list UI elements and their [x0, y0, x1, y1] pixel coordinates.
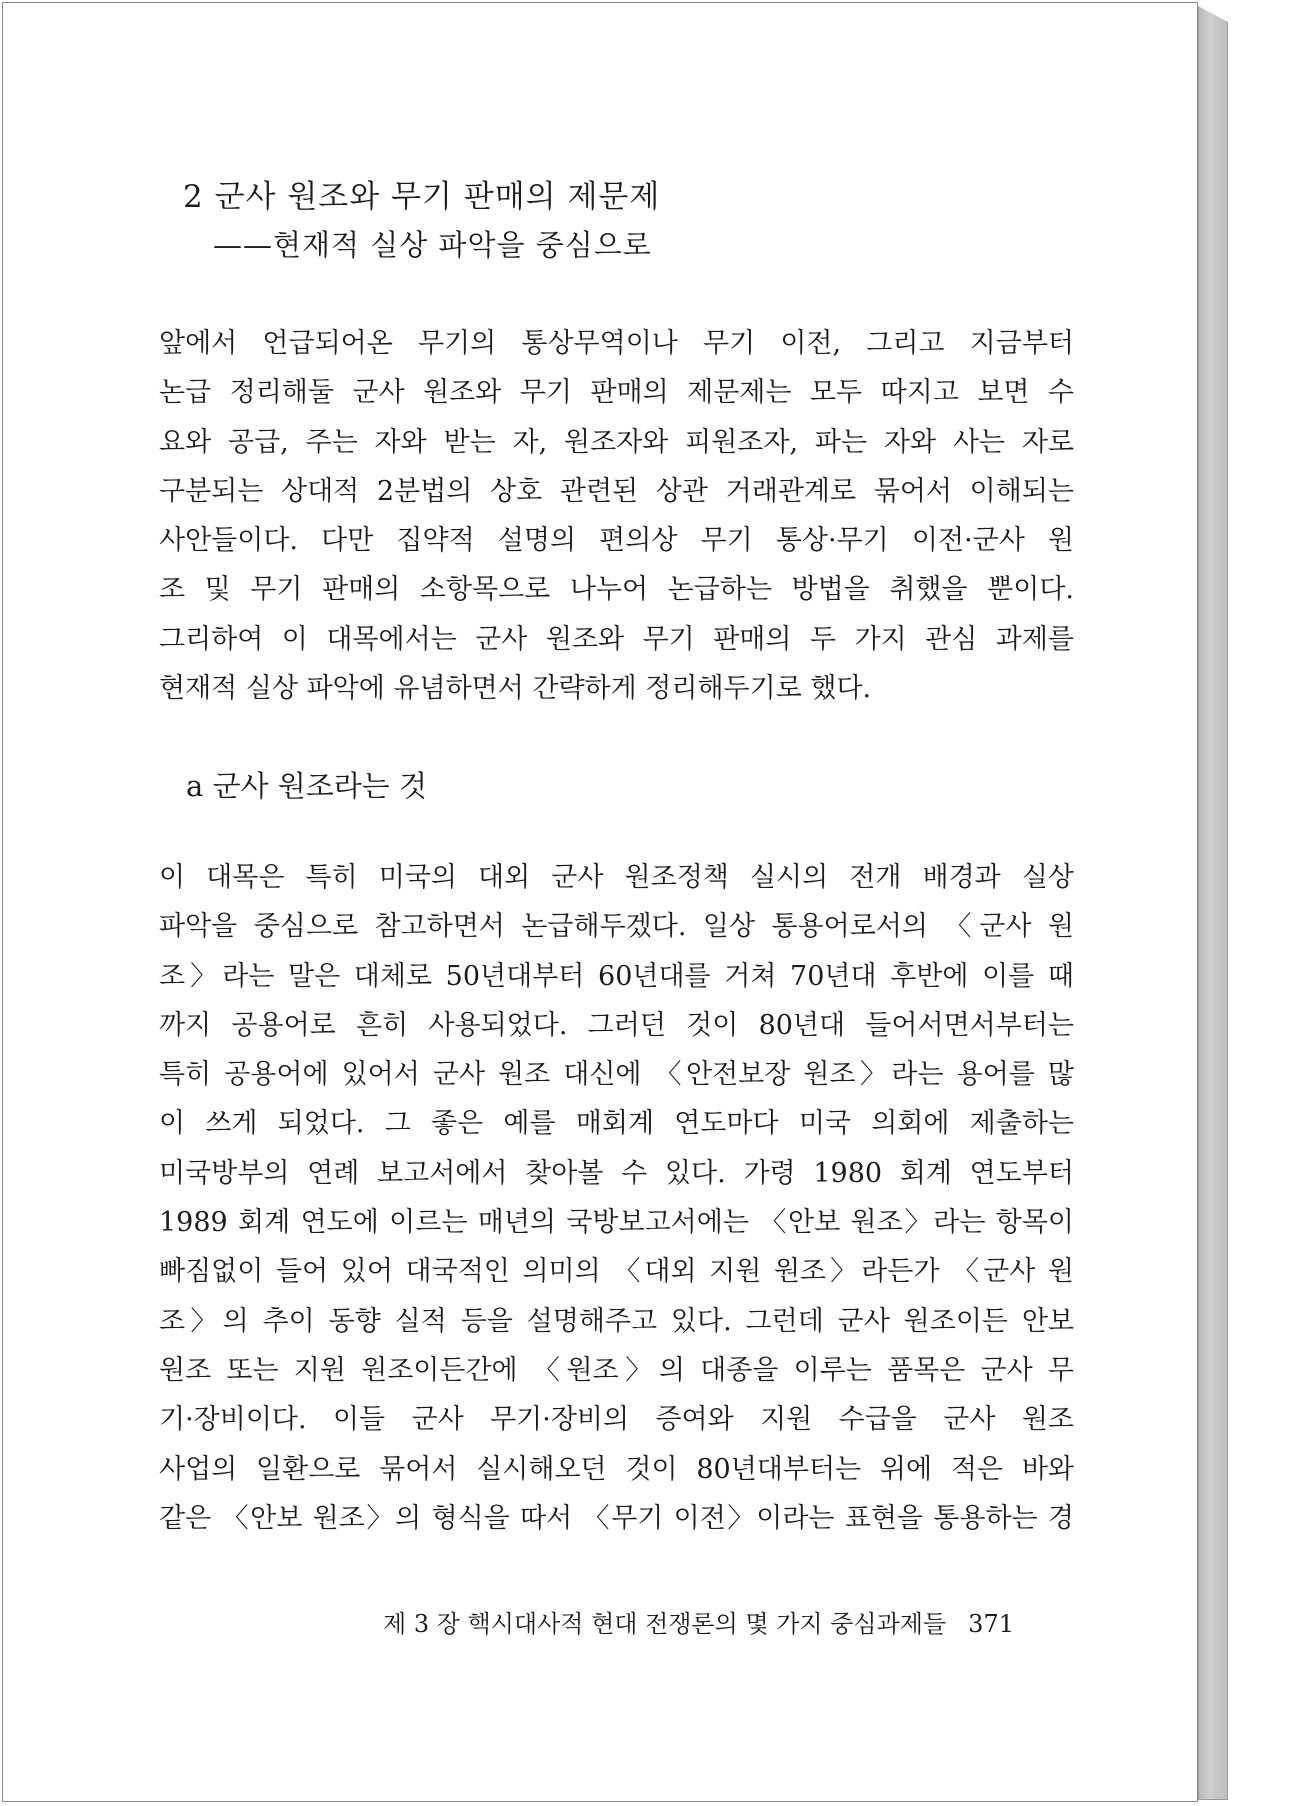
paragraph-line: 까지 공용어로 흔히 사용되었다. 그러던 것이 80년대 들어서면서부터는: [159, 1009, 1074, 1041]
paragraph-line: 앞에서 언급되어온 무기의 통상무역이나 무기 이전, 그리고 지금부터: [159, 328, 1074, 359]
paragraph-line: 원조 또는 지원 원조이든간에 〈원조〉의 대종을 이루는 품목은 군사 무: [159, 1354, 1074, 1386]
paragraph-line: 이 쓰게 되었다. 그 좋은 예를 매회계 연도마다 미국 의회에 제출하는: [159, 1108, 1074, 1140]
section-subheading: ——현재적 실상 파악을 중심으로: [213, 228, 652, 262]
page-footer: [383, 1604, 1014, 1639]
running-head: 제 3 장 핵시대사적 현대 전쟁론의 몇 가지 중심과제들: [383, 1610, 947, 1638]
paragraph-line: 같은 〈안보 원조〉의 형식을 따서 〈무기 이전〉이라는 표현을 통용하는 경: [159, 1502, 1074, 1534]
paragraph-line: 사업의 일환으로 묶어서 실시해오던 것이 80년대부터는 위에 적은 바와: [159, 1453, 1074, 1485]
paragraph-line: 구분되는 상대적 2분법의 상호 관련된 상관 거래관계로 묶어서 이해되는: [159, 475, 1074, 507]
paragraph-line: 1989 회계 연도에 이르는 매년의 국방보고서에는 〈안보 원조〉라는 항목이: [159, 1207, 1074, 1239]
paragraph-line: 미국방부의 연례 보고서에서 찾아볼 수 있다. 가령 1980 회계 연도부터: [159, 1157, 1074, 1189]
page-number: 371: [968, 1610, 1014, 1638]
page-edge-shadow: [1198, 6, 1228, 1800]
paragraph-line: 조〉의 추이 동향 실적 등을 설명해주고 있다. 그런데 군사 원조이든 안보: [159, 1305, 1074, 1337]
paragraph-line: 현재적 실상 파악에 유념하면서 간략하게 정리해두기로 했다.: [159, 673, 872, 705]
subsection-heading: a 군사 원조라는 것: [186, 769, 428, 803]
section-heading: 2 군사 원조와 무기 판매의 제문제: [183, 179, 661, 215]
paragraph-line: 논급 정리해둘 군사 원조와 무기 판매의 제문제는 모두 따지고 보면 수: [159, 377, 1074, 409]
paragraph-line: 그리하여 이 대목에서는 군사 원조와 무기 판매의 두 가지 관심 과제를: [159, 623, 1074, 655]
paragraph-line: 빠짐없이 들어 있어 대국적인 의미의 〈대외 지원 원조〉라든가 〈군사 원: [159, 1256, 1074, 1288]
paragraph-line: 요와 공급, 주는 자와 받는 자, 원조자와 피원조자, 파는 자와 사는 자로: [159, 426, 1074, 458]
paragraph-line: 이 대목은 특히 미국의 대외 군사 원조정책 실시의 전개 배경과 실상: [159, 862, 1074, 893]
paragraph-line: 특히 공용어에 있어서 군사 원조 대신에 〈안전보장 원조〉라는 용어를 많: [159, 1059, 1074, 1091]
paragraph-line: 파악을 중심으로 참고하면서 논급해두겠다. 일상 통용어로서의 〈군사 원: [159, 911, 1074, 943]
paragraph-1: [159, 319, 1074, 713]
paragraph-line: 조〉라는 말은 대체로 50년대부터 60년대를 거쳐 70년대 후반에 이를 때: [159, 960, 1074, 992]
paragraph-line: 사안들이다. 다만 집약적 설명의 편의상 무기 통상·무기 이전·군사 원: [159, 525, 1074, 557]
paragraph-line: 기·장비이다. 이들 군사 무기·장비의 증여와 지원 수급을 군사 원조: [159, 1404, 1074, 1436]
paragraph-line: 조 및 무기 판매의 소항목으로 나누어 논급하는 방법을 취했을 뿐이다.: [159, 574, 1074, 606]
book-page: [2, 2, 1198, 1802]
paragraph-2: [159, 853, 1074, 1543]
